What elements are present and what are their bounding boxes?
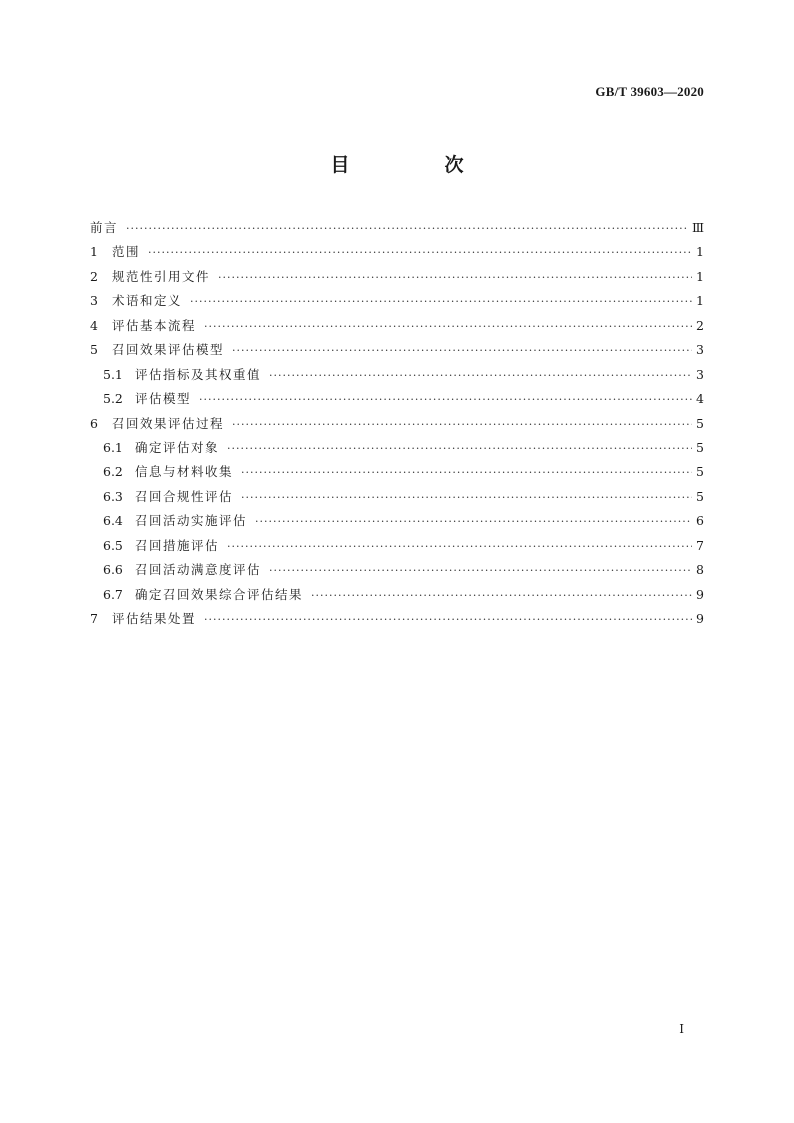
toc-entry-number: 4 [90, 317, 98, 333]
toc-entry-2[interactable] [90, 265, 704, 289]
standard-code: GB/T 39603—2020 [595, 84, 704, 99]
toc-entry-6-3[interactable] [90, 485, 704, 509]
toc-entry-page: 3 [696, 342, 704, 358]
dot-leader [227, 535, 692, 559]
dot-leader [269, 364, 692, 388]
toc-entry-label: 召回合规性评估 [135, 488, 234, 504]
toc-entry-label: 召回活动满意度评估 [135, 562, 262, 578]
toc-entry-number: 6.4 [103, 513, 123, 529]
toc-entry-foreword[interactable] [90, 216, 704, 240]
toc-entry-page: 8 [696, 562, 704, 578]
toc-entry-page: 7 [696, 537, 704, 553]
toc-entry-label: 召回措施评估 [135, 537, 220, 553]
toc-entry-page: 3 [696, 366, 704, 382]
toc-entry-page: 6 [696, 513, 704, 529]
toc-entry-page: 1 [696, 268, 704, 284]
toc-entry-number: 6.3 [103, 488, 123, 504]
dot-leader [241, 486, 692, 510]
toc-entry-number: 6.7 [103, 586, 123, 602]
table-of-contents [90, 216, 704, 631]
toc-entry-page: 1 [696, 244, 704, 260]
toc-entry-5[interactable] [90, 338, 704, 362]
toc-entry-5-1[interactable] [90, 363, 704, 387]
dot-leader [269, 559, 692, 583]
toc-entry-page: Ⅲ [691, 220, 704, 235]
toc-entry-number: 6.1 [103, 439, 123, 455]
toc-entry-6[interactable] [90, 412, 704, 436]
toc-entry-page: 5 [696, 464, 704, 480]
toc-entry-1[interactable] [90, 240, 704, 264]
toc-entry-page: 5 [696, 439, 704, 455]
toc-entry-3[interactable] [90, 289, 704, 313]
toc-entry-page: 9 [696, 586, 704, 602]
toc-entry-number: 6.2 [103, 464, 123, 480]
toc-entry-label: 范围 [112, 244, 141, 260]
toc-entry-label: 确定召回效果综合评估结果 [135, 586, 304, 602]
toc-entry-6-7[interactable] [90, 583, 704, 607]
dot-leader [232, 339, 692, 363]
toc-entry-page: 5 [696, 415, 704, 431]
toc-entry-label: 前言 [90, 220, 119, 235]
dot-leader [204, 315, 692, 339]
dot-leader [148, 241, 692, 265]
toc-entry-page: 1 [696, 293, 704, 309]
toc-entry-label: 信息与材料收集 [135, 464, 234, 480]
dot-leader [311, 584, 692, 608]
page-number: I [679, 1022, 684, 1036]
toc-entry-5-2[interactable] [90, 387, 704, 411]
toc-entry-6-5[interactable] [90, 534, 704, 558]
toc-entry-number: 6.5 [103, 537, 123, 553]
toc-entry-7[interactable] [90, 607, 704, 631]
dot-leader [190, 290, 692, 314]
toc-entry-6-6[interactable] [90, 558, 704, 582]
toc-entry-number: 6.6 [103, 562, 123, 578]
toc-entry-label: 召回效果评估过程 [112, 415, 225, 431]
dot-leader [232, 413, 692, 437]
toc-entry-page: 5 [696, 488, 704, 504]
toc-entry-number: 5 [90, 342, 98, 358]
dot-leader [241, 461, 692, 485]
dot-leader [126, 217, 688, 241]
toc-entry-number: 6 [90, 415, 98, 431]
dot-leader [204, 608, 692, 632]
toc-entry-6-2[interactable] [90, 460, 704, 484]
toc-entry-label: 召回活动实施评估 [135, 513, 248, 529]
toc-entry-label: 术语和定义 [112, 293, 183, 309]
toc-entry-number: 5.1 [103, 366, 123, 382]
dot-leader [227, 437, 692, 461]
toc-entry-label: 评估模型 [135, 391, 192, 407]
toc-entry-label: 规范性引用文件 [112, 268, 211, 284]
toc-entry-number: 1 [90, 244, 98, 260]
toc-entry-6-4[interactable] [90, 509, 704, 533]
toc-entry-6-1[interactable] [90, 436, 704, 460]
dot-leader [218, 266, 692, 290]
dot-leader [255, 510, 692, 534]
page-title: 目 次 [330, 154, 502, 176]
toc-entry-label: 确定评估对象 [135, 439, 220, 455]
toc-entry-label: 评估指标及其权重值 [135, 366, 262, 382]
toc-entry-4[interactable] [90, 314, 704, 338]
toc-entry-number: 7 [90, 611, 98, 626]
toc-entry-page: 4 [696, 391, 704, 407]
toc-entry-number: 5.2 [103, 391, 123, 407]
toc-entry-label: 召回效果评估模型 [112, 342, 225, 358]
toc-entry-number: 2 [90, 268, 98, 284]
toc-entry-label: 评估基本流程 [112, 317, 197, 333]
toc-entry-label: 评估结果处置 [112, 611, 197, 626]
toc-entry-page: 2 [696, 317, 704, 333]
dot-leader [199, 388, 692, 412]
toc-entry-page: 9 [696, 611, 704, 626]
toc-entry-number: 3 [90, 293, 98, 309]
